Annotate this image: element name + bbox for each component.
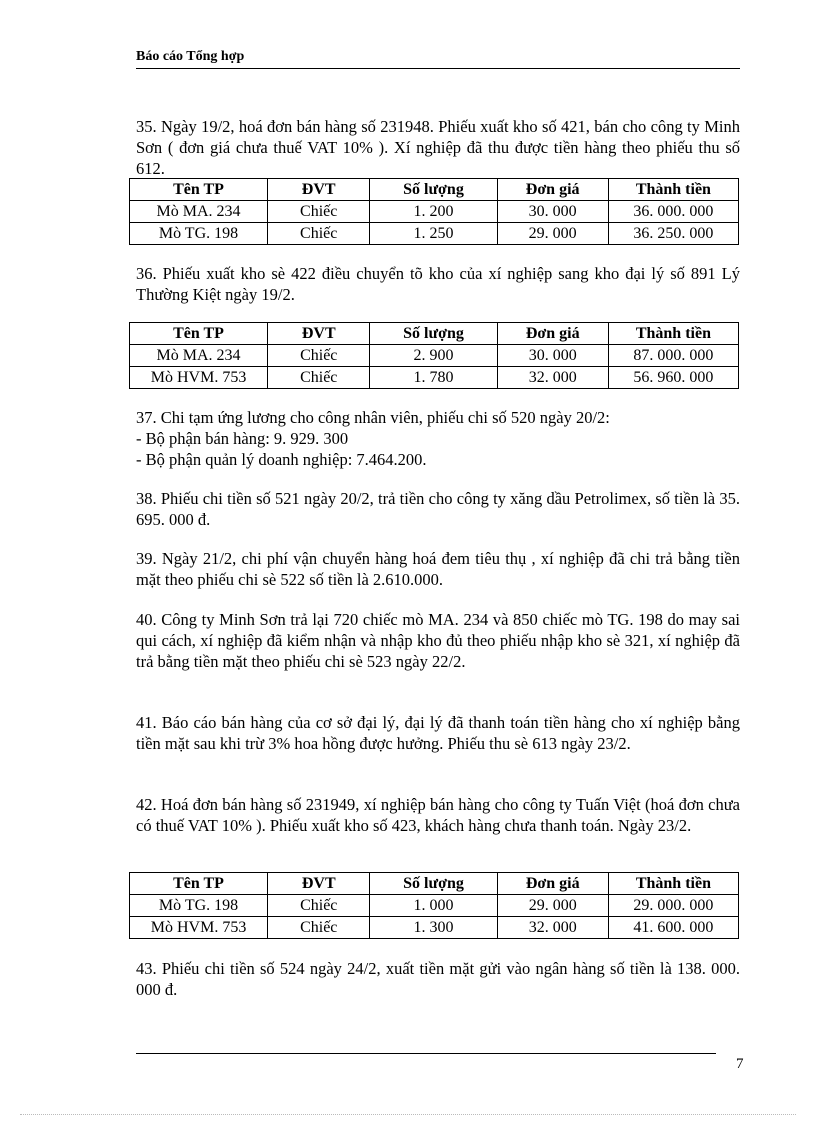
cell: 29. 000. 000 xyxy=(608,895,738,917)
table-header-row xyxy=(130,873,739,895)
header-don-gia: Đơn giá xyxy=(497,873,608,895)
cell: 41. 600. 000 xyxy=(608,917,738,939)
cell: 2. 900 xyxy=(370,345,497,367)
item-35-text: 35. Ngày 19/2, hoá đơn bán hàng số 231948. Phiếu xuất kho số 421, bán cho công ty Minh Sơn ( đơn giá chưa thuế VAT 10% ). Xí nghiệp đã thu được tiền hàng theo phiếu thu số 612. xyxy=(136,117,740,178)
cell: 87. 000. 000 xyxy=(608,345,738,367)
cell: Mò MA. 234 xyxy=(130,345,268,367)
cell: Chiếc xyxy=(267,223,369,245)
cell: Mò HVM. 753 xyxy=(130,917,268,939)
header-dvt: ĐVT xyxy=(267,179,369,201)
cell: Chiếc xyxy=(268,895,370,917)
cell: 1. 780 xyxy=(370,367,497,389)
header-ten-tp: Tên TP xyxy=(130,873,268,895)
header-thanh-tien: Thành tiền xyxy=(608,323,738,345)
header-ten-tp: Tên TP xyxy=(130,179,268,201)
item-39-text: 39. Ngày 21/2, chi phí vận chuyển hàng hoá đem tiêu thụ , xí nghiệp đã chi trả bằng tiền mặt theo phiếu chi sè 522 số tiền là 2.610.000. xyxy=(136,549,740,589)
page-header: Báo cáo Tổng hợp xyxy=(136,49,740,69)
item-42-text: 42. Hoá đơn bán hàng số 231949, xí nghiệp bán hàng cho công ty Tuấn Việt (hoá đơn chưa có thuế VAT 10% ). Phiếu xuất kho số 423, khách hàng chưa thanh toán. Ngày 23/2. xyxy=(136,795,740,835)
header-don-gia: Đơn giá xyxy=(497,179,608,201)
cell: 29. 000 xyxy=(497,223,608,245)
item-37 xyxy=(136,407,740,470)
table-row xyxy=(130,917,739,939)
item-38 xyxy=(136,488,740,530)
cell: Chiếc xyxy=(268,367,370,389)
table-row xyxy=(130,895,739,917)
header-ten-tp: Tên TP xyxy=(130,323,268,345)
table-row xyxy=(130,367,739,389)
item-37-line2: - Bộ phận bán hàng: 9. 929. 300 xyxy=(136,429,349,448)
header-thanh-tien: Thành tiền xyxy=(608,873,738,895)
table-header-row xyxy=(130,179,739,201)
cell: Chiếc xyxy=(268,345,370,367)
header-don-gia: Đơn giá xyxy=(497,323,608,345)
cell: 36. 250. 000 xyxy=(608,223,738,245)
item-37-line3: - Bộ phận quản lý doanh nghiệp: 7.464.200. xyxy=(136,450,427,469)
cell: 1. 200 xyxy=(370,201,497,223)
cell: Chiếc xyxy=(267,201,369,223)
table-item-42 xyxy=(129,872,739,939)
cell: Chiếc xyxy=(268,917,370,939)
header-dvt: ĐVT xyxy=(268,873,370,895)
cell: 1. 000 xyxy=(370,895,497,917)
item-43-text: 43. Phiếu chi tiền số 524 ngày 24/2, xuất tiền mặt gửi vào ngân hàng số tiền là 138. 000. 000 đ. xyxy=(136,959,740,999)
cell: Mò TG. 198 xyxy=(130,223,268,245)
item-40 xyxy=(136,609,740,672)
table-row xyxy=(130,201,739,223)
item-42 xyxy=(136,794,740,836)
table-row xyxy=(130,345,739,367)
header-thanh-tien: Thành tiền xyxy=(608,179,738,201)
cell: Mò TG. 198 xyxy=(130,895,268,917)
header-dvt: ĐVT xyxy=(268,323,370,345)
header-so-luong: Số lượng xyxy=(370,179,497,201)
cell: 1. 250 xyxy=(370,223,497,245)
header-so-luong: Số lượng xyxy=(370,873,497,895)
cell: 32. 000 xyxy=(497,367,608,389)
header-so-luong: Số lượng xyxy=(370,323,497,345)
cell: 30. 000 xyxy=(497,345,608,367)
item-41-text: 41. Báo cáo bán hàng của cơ sở đại lý, đại lý đã thanh toán tiền hàng cho xí nghiệp bằng tiền mặt sau khi trừ 3% hoa hồng được hưởng. Phiếu thu sè 613 ngày 23/2. xyxy=(136,713,740,753)
cell: 56. 960. 000 xyxy=(608,367,738,389)
page-number: 7 xyxy=(736,1056,744,1072)
item-43 xyxy=(136,958,740,1000)
cell: 36. 000. 000 xyxy=(608,201,738,223)
item-38-text: 38. Phiếu chi tiền số 521 ngày 20/2, trả tiền cho công ty xăng dầu Petrolimex, số tiền là 35. 695. 000 đ. xyxy=(136,489,740,529)
item-40-text: 40. Công ty Minh Sơn trả lại 720 chiếc mò MA. 234 và 850 chiếc mò TG. 198 do may sai qui cách, xí nghiệp đã kiểm nhận và nhập kho đủ theo phiếu nhập kho sè 321, xí nghiệp đã trả bằng tiền mặt theo phiếu chi sè 523 ngày 22/2. xyxy=(136,610,740,671)
cell: 1. 300 xyxy=(370,917,497,939)
cell: Mò MA. 234 xyxy=(130,201,268,223)
item-35 xyxy=(136,116,740,179)
page-bottom-border xyxy=(20,1114,796,1115)
item-41 xyxy=(136,712,740,754)
footer-divider xyxy=(136,1053,716,1054)
cell: 32. 000 xyxy=(497,917,608,939)
item-39 xyxy=(136,548,740,590)
table-item-35 xyxy=(129,178,739,245)
table-item-36 xyxy=(129,322,739,389)
item-37-line1: 37. Chi tạm ứng lương cho công nhân viên, phiếu chi số 520 ngày 20/2: xyxy=(136,408,610,427)
cell: 29. 000 xyxy=(497,895,608,917)
cell: Mò HVM. 753 xyxy=(130,367,268,389)
table-row xyxy=(130,223,739,245)
item-36-text: 36. Phiếu xuất kho sè 422 điều chuyển tõ kho của xí nghiệp sang kho đại lý số 891 Lý Thường Kiệt ngày 19/2. xyxy=(136,264,740,304)
cell: 30. 000 xyxy=(497,201,608,223)
table-header-row xyxy=(130,323,739,345)
item-36 xyxy=(136,263,740,305)
